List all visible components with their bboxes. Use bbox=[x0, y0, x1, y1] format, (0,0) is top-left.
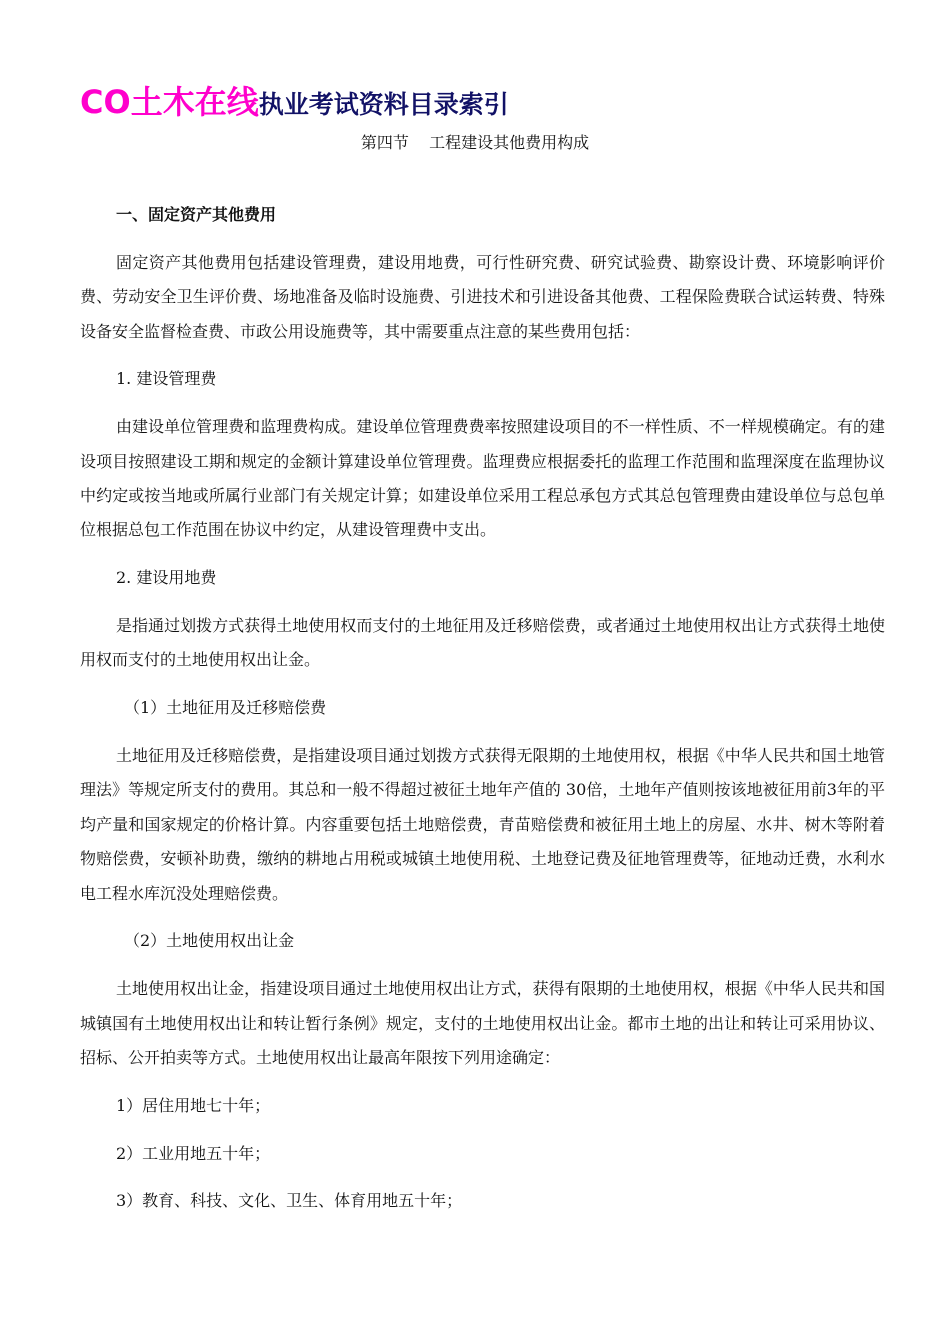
paragraph: 土地征用及迁移赔偿费，是指建设项目通过划拨方式获得无限期的土地使用权，根据《中华人民共和国土地管理法》等规定所支付的费用。其总和一般不得超过被征土地年产值的 30倍，土地年产值则按该地被征用前3年的平均产量和国家规定的价格计算。内容重要包括土地赔偿费，青苗赔偿费和被征用土地上的房屋、水井、树木等附着物赔偿费，安顿补助费，缴纳的耕地占用税或城镇土地使用税、土地登记费及征地管理费等，征地动迁费，水利水电工程水库沉没处理赔偿费。 bbox=[80, 746, 885, 903]
document-body bbox=[80, 198, 885, 1232]
list-item: 2）工业用地五十年； bbox=[116, 1143, 271, 1163]
list-item: 3）教育、科技、文化、卫生、体育用地五十年； bbox=[116, 1191, 463, 1211]
paragraph: 由建设单位管理费和监理费构成。建设单位管理费费率按照建设项目的不一样性质、不一样规模确定。有的建设项目按照建设工期和规定的金额计算建设单位管理费。监理费应根据委托的监理工作范围和监理深度在监理协议中约定或按当地或所属行业部门有关规定计算；如建设单位采用工程总承包方式其总包管理费由建设单位与总包单位根据总包工作范围在协议中约定，从建设管理费中支出。 bbox=[80, 417, 885, 540]
brand-header bbox=[80, 80, 509, 124]
section-title: 第四节 工程建设其他费用构成 bbox=[360, 133, 590, 152]
paragraph: 土地使用权出让金，指建设项目通过土地使用权出让方式，获得有限期的土地使用权，根据《中华人民共和国城镇国有土地使用权出让和转让暂行条例》规定，支付的土地使用权出让金。都市土地的出让和转让可采用协议、招标、公开拍卖等方式。土地使用权出让最高年限按下列用途确定： bbox=[80, 979, 885, 1068]
paragraph: 是指通过划拨方式获得土地使用权而支付的土地征用及迁移赔偿费，或者通过土地使用权出让方式获得土地使用权而支付的土地使用权出让金。 bbox=[80, 616, 885, 670]
list-item: 1）居住用地七十年； bbox=[116, 1095, 271, 1115]
brand-subtitle: 执业考试资料目录索引 bbox=[258, 90, 509, 119]
paragraph: 固定资产其他费用包括建设管理费，建设用地费，可行性研究费、研究试验费、勘察设计费、环境影响评价费、劳动安全卫生评价费、场地准备及临时设施费、引进技术和引进设备其他费、工程保险费联合试运转费、特殊设备安全监督检查费、市政公用设施费等，其中需要重点注意的某些费用包括： bbox=[80, 252, 885, 341]
sub-heading: （2）土地使用权出让金 bbox=[124, 931, 295, 951]
sub-heading: （1）土地征用及迁移赔偿费 bbox=[124, 698, 327, 718]
list-item: 2. 建设用地费 bbox=[116, 568, 217, 588]
brand-logo-text: CO土木在线 bbox=[80, 83, 259, 121]
section-heading: 一、固定资产其他费用 bbox=[116, 205, 277, 224]
list-item: 1. 建设管理费 bbox=[116, 369, 217, 389]
